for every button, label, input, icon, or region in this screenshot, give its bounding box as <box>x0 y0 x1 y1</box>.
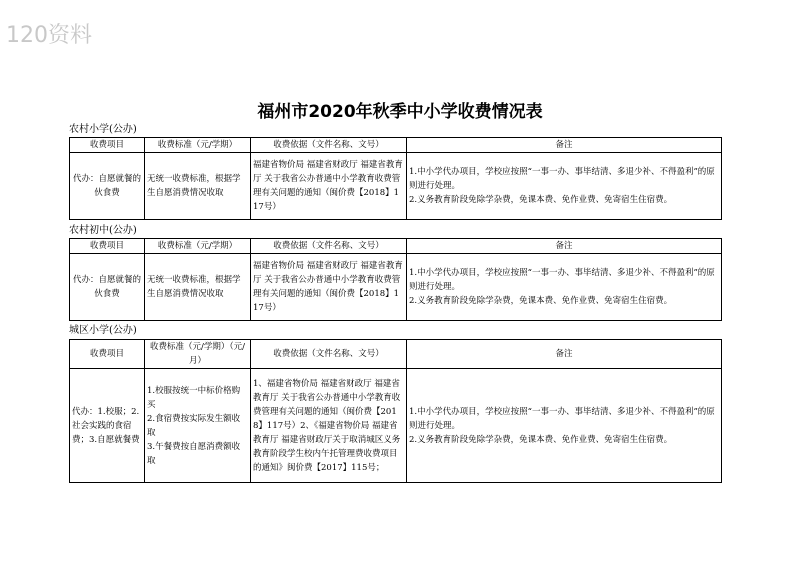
header-standard: 收费标准（元/学期） <box>145 239 251 254</box>
table-row <box>70 369 722 483</box>
fee-basis: 福建省物价局 福建省财政厅 福建省教育厅 关于我省公办普通中小学教育收费管理有关问题的通知（闽价费【2018】117号） <box>251 153 407 220</box>
note-2: 2.义务教育阶段免除学杂费，免课本费、免作业费、免寄宿生住宿费。 <box>409 195 673 205</box>
page-title: 福州市2020年秋季中小学收费情况表 <box>257 102 543 122</box>
note-1: 1.中小学代办项目，学校应按照“一事一办、事毕结清、多退少补、不得盈利”的原则进行处理。 <box>409 167 715 191</box>
fee-standard: 无统一收费标准，根据学生自愿消费情况收取 <box>145 153 251 220</box>
table-header-row <box>70 239 722 254</box>
fee-basis: 福建省物价局 福建省财政厅 福建省教育厅 关于我省公办普通中小学教育收费管理有关问题的通知（闽价费【2018】117号） <box>251 254 407 321</box>
section-label-rural-primary: 农村小学(公办) <box>69 124 137 135</box>
header-basis: 收费依据（文件名称、文号） <box>251 340 407 369</box>
fee-notes <box>407 369 722 483</box>
fee-notes <box>407 254 722 321</box>
header-item: 收费项目 <box>70 138 145 153</box>
note-1: 1.中小学代办项目，学校应按照“一事一办、事毕结清、多退少补、不得盈利”的原则进行处理。 <box>409 268 715 292</box>
header-standard: 收费标准（元/学期）（元/月） <box>145 340 251 369</box>
fee-table-rural-middle <box>69 238 722 321</box>
header-standard: 收费标准（元/学期） <box>145 138 251 153</box>
header-basis: 收费依据（文件名称、文号） <box>251 239 407 254</box>
note-1: 1.中小学代办项目，学校应按照“一事一办、事毕结清、多退少补、不得盈利”的原则进行处理。 <box>409 406 715 431</box>
note-2: 2.义务教育阶段免除学杂费，免课本费、免作业费、免寄宿生住宿费。 <box>409 434 673 445</box>
fee-table-urban-primary <box>69 339 722 483</box>
standard-line-2: 2.食宿费按实际发生额收取 <box>147 413 241 438</box>
standard-line-3: 3.午餐费按自愿消费额收取 <box>147 441 241 466</box>
section-label-urban-primary: 城区小学(公办) <box>69 325 137 336</box>
fee-standard: 无统一收费标准，根据学生自愿消费情况收取 <box>145 254 251 321</box>
table-header-row <box>70 340 722 369</box>
fee-item: 代办：自愿就餐的伙食费 <box>70 153 145 220</box>
fee-item: 代办：自愿就餐的伙食费 <box>70 254 145 321</box>
fee-item: 代办：1.校服；2.社会实践的食宿费；3.自愿就餐费 <box>70 369 145 483</box>
fee-table-rural-primary <box>69 137 722 220</box>
standard-line-1: 1.校服按统一中标价格购买 <box>147 385 241 410</box>
section-label-rural-middle: 农村初中(公办) <box>69 225 137 236</box>
header-notes: 备注 <box>407 239 722 254</box>
table-row <box>70 254 722 321</box>
header-basis: 收费依据（文件名称、文号） <box>251 138 407 153</box>
table-header-row <box>70 138 722 153</box>
header-item: 收费项目 <box>70 239 145 254</box>
header-notes: 备注 <box>407 138 722 153</box>
watermark: 120资料 <box>6 23 92 48</box>
fee-standard <box>145 369 251 483</box>
header-item: 收费项目 <box>70 340 145 369</box>
table-row <box>70 153 722 220</box>
fee-notes <box>407 153 722 220</box>
header-notes: 备注 <box>407 340 722 369</box>
note-2: 2.义务教育阶段免除学杂费，免课本费、免作业费、免寄宿生住宿费。 <box>409 296 673 306</box>
fee-basis: 1、福建省物价局 福建省财政厅 福建省教育厅 关于我省公办普通中小学教育收费管理有关问题的通知（闽价费【2018】117号）2、《福建省物价局 福建省教育厅 福建省财政厅关于取消城区义务教育阶段学生校内午托管理费收费项目的通知》闽价费【2017】115号； <box>251 369 407 483</box>
